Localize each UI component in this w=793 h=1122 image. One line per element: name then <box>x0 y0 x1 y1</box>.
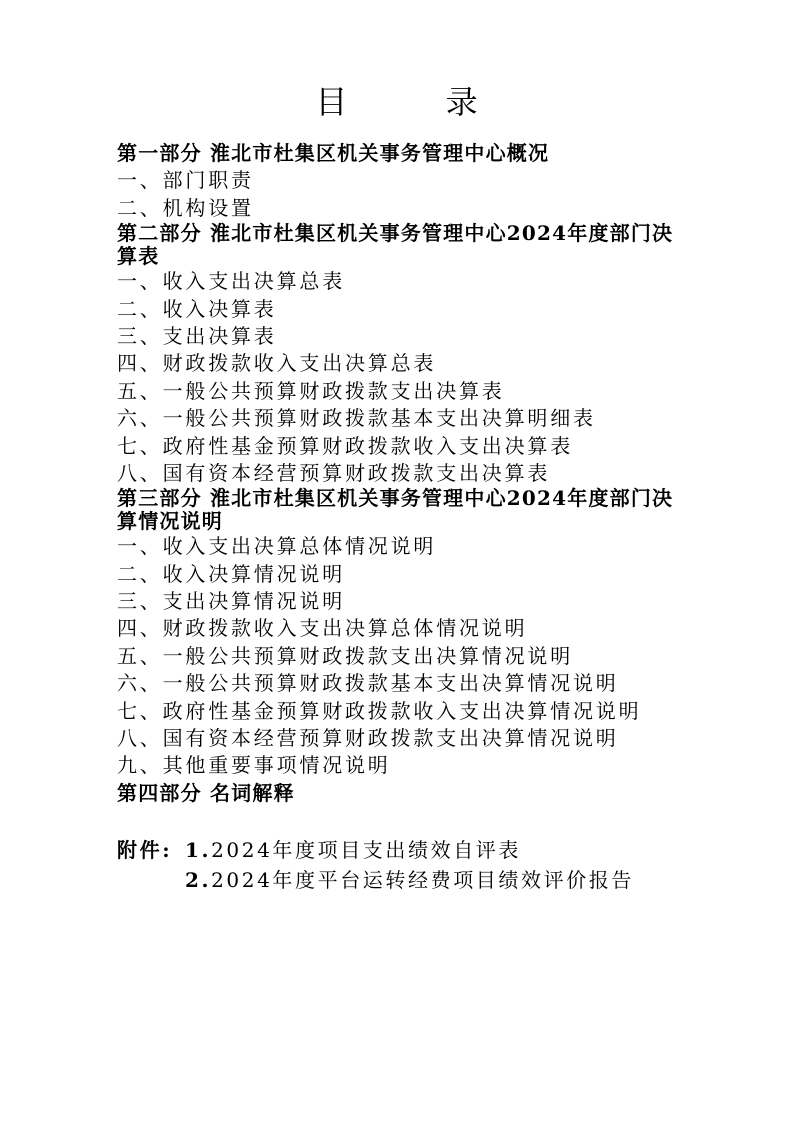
toc-item: 三、支出决算情况说明 <box>117 589 345 614</box>
appendix-item-text: 2024年度平台运转经费项目绩效评价报告 <box>211 868 634 892</box>
toc-item: 一、部门职责 <box>117 168 254 193</box>
appendix-item-text: 2024年度项目支出绩效自评表 <box>211 838 521 862</box>
toc-item: 二、收入决算情况说明 <box>117 561 345 586</box>
toc-part-1: 第一部分 淮北市杜集区机关事务管理中心概况 <box>117 141 550 165</box>
appendix-row-2 <box>117 865 717 895</box>
toc-item: 四、财政拨款收入支出决算总表 <box>117 351 437 376</box>
toc-item: 五、一般公共预算财政拨款支出决算表 <box>117 378 505 403</box>
toc-item: 四、财政拨款收入支出决算总体情况说明 <box>117 616 528 641</box>
appendix-number: 2. <box>185 868 212 892</box>
appendix-label: 附件: <box>117 838 173 862</box>
toc-item: 七、政府性基金预算财政拨款收入支出决算表 <box>117 433 573 458</box>
toc-item: 二、收入决算表 <box>117 296 277 321</box>
toc-part-3: 第三部分 淮北市杜集区机关事务管理中心2024年度部门决算情况说明 <box>117 486 674 534</box>
toc-item: 六、一般公共预算财政拨款基本支出决算情况说明 <box>117 671 619 696</box>
toc-item: 二、机构设置 <box>117 195 254 220</box>
toc-part-4: 第四部分 名词解释 <box>117 780 295 805</box>
toc-item: 九、其他重要事项情况说明 <box>117 753 391 778</box>
table-of-contents <box>117 140 687 807</box>
toc-item: 一、收入支出决算总体情况说明 <box>117 534 437 559</box>
appendix-section <box>117 835 717 895</box>
toc-part-2: 第二部分 淮北市杜集区机关事务管理中心2024年度部门决算表 <box>117 221 674 269</box>
toc-item: 八、国有资本经营预算财政拨款支出决算情况说明 <box>117 726 619 751</box>
appendix-row-1 <box>117 835 717 865</box>
toc-item: 六、一般公共预算财政拨款基本支出决算明细表 <box>117 406 596 431</box>
toc-item: 五、一般公共预算财政拨款支出决算情况说明 <box>117 643 573 668</box>
appendix-number: 1. <box>185 838 212 862</box>
page-title: 目 录 <box>315 83 522 121</box>
toc-item: 七、政府性基金预算财政拨款收入支出决算情况说明 <box>117 698 642 723</box>
toc-item: 八、国有资本经营预算财政拨款支出决算表 <box>117 460 551 485</box>
toc-item: 三、支出决算表 <box>117 323 277 348</box>
toc-item: 一、收入支出决算总表 <box>117 269 345 294</box>
